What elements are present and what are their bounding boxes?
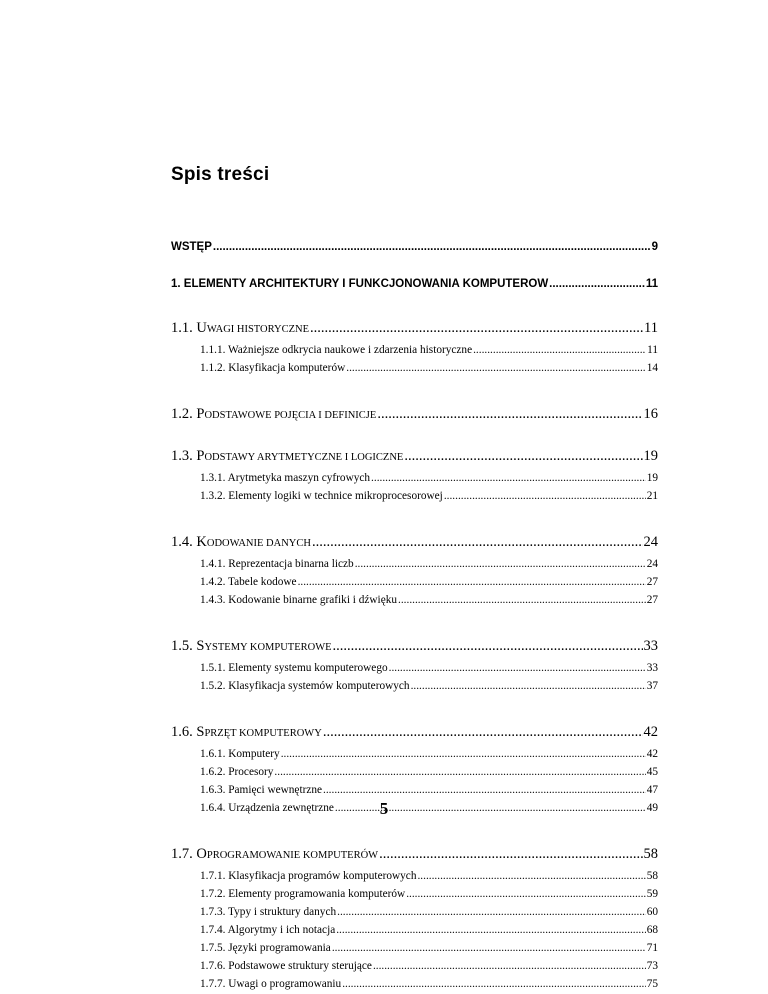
toc-entry-label: 1.5.1. Elementy systemu komputerowego bbox=[200, 662, 388, 674]
dot-leader bbox=[342, 978, 646, 990]
dot-leader bbox=[411, 680, 646, 692]
section-title-rest: ODSTAWY ARYTMETYCZNE I LOGICZNE bbox=[204, 452, 404, 463]
toc-entry-label: 1. ELEMENTY ARCHITEKTURY I FUNKCJONOWANIA KOMPUTERÓW bbox=[171, 278, 549, 290]
toc-entry-label: 1.6.3. Pamięci wewnętrzne bbox=[200, 784, 323, 796]
section-initial: P bbox=[196, 406, 205, 422]
toc-entry-label: WSTĘP bbox=[171, 241, 212, 253]
toc-page-number: 37 bbox=[646, 680, 658, 692]
toc-entry-label bbox=[171, 448, 403, 465]
section-number: 1.1. bbox=[171, 320, 193, 336]
toc-page-number: 16 bbox=[643, 406, 658, 422]
toc-sub-entry bbox=[171, 490, 658, 502]
toc-sub-entry bbox=[171, 960, 658, 972]
dot-leader bbox=[332, 942, 646, 954]
section-number: 1.7. bbox=[171, 846, 193, 862]
toc-chapter-entry bbox=[171, 241, 658, 253]
toc-sub-entry bbox=[171, 594, 658, 606]
toc-sub-entry bbox=[171, 662, 658, 674]
section-initial: K bbox=[196, 534, 207, 550]
section-initial: S bbox=[196, 638, 205, 654]
toc-page-number: 59 bbox=[646, 888, 658, 900]
toc-entry-label: 1.7.1. Klasyfikacja programów komputerowych bbox=[200, 870, 417, 882]
toc-entry-label bbox=[171, 724, 322, 741]
toc-page-number: 19 bbox=[643, 448, 658, 464]
dot-leader bbox=[417, 870, 645, 882]
section-initial: S bbox=[196, 724, 205, 740]
dot-leader bbox=[473, 344, 646, 356]
toc-section-entry bbox=[171, 638, 658, 655]
toc-chapter-entry bbox=[171, 278, 658, 290]
section-title-rest: PRZĘT KOMPUTEROWY bbox=[204, 728, 322, 739]
section-number: 1.5. bbox=[171, 638, 193, 654]
dot-leader bbox=[404, 448, 642, 465]
dot-leader bbox=[346, 362, 645, 374]
toc-entry-label: 1.7.5. Języki programowania bbox=[200, 942, 331, 954]
toc-entry-label: 1.1.1. Ważniejsze odkrycia naukowe i zdarzenia historyczne bbox=[200, 344, 473, 356]
dot-leader bbox=[323, 784, 646, 796]
toc-entry-label bbox=[171, 406, 376, 423]
toc-sub-entry bbox=[171, 766, 658, 778]
toc-page-number: 33 bbox=[646, 662, 658, 674]
toc-sub-entry bbox=[171, 680, 658, 692]
toc-page-number: 24 bbox=[643, 534, 658, 550]
toc-section-entry bbox=[171, 724, 658, 741]
toc-entry-label: 1.6.2. Procesory bbox=[200, 766, 274, 778]
toc-section-entry bbox=[171, 534, 658, 551]
dot-leader bbox=[312, 534, 643, 551]
dot-leader bbox=[377, 406, 642, 423]
toc-section-entry bbox=[171, 406, 658, 423]
dot-leader bbox=[337, 906, 646, 918]
toc-section-entry bbox=[171, 320, 658, 337]
toc-page-number: 14 bbox=[646, 362, 658, 374]
toc-page-number: 68 bbox=[646, 924, 658, 936]
toc-entry-label: 1.6.4. Urządzenia zewnętrzne bbox=[200, 802, 334, 814]
section-title-rest: PROGRAMOWANIE KOMPUTERÓW bbox=[206, 850, 379, 861]
toc-sub-entry bbox=[171, 748, 658, 760]
page-title: Spis treści bbox=[171, 164, 270, 185]
toc-entry-label bbox=[171, 846, 378, 863]
dot-leader bbox=[298, 576, 646, 588]
toc-entry-label: 1.7.7. Uwagi o programowaniu bbox=[200, 978, 342, 990]
toc-page-number: 21 bbox=[646, 490, 658, 502]
toc-sub-entry bbox=[171, 942, 658, 954]
toc-entry-label bbox=[171, 638, 332, 655]
toc-page-number: 75 bbox=[646, 978, 658, 990]
section-number: 1.4. bbox=[171, 534, 193, 550]
dot-leader bbox=[373, 960, 646, 972]
dot-leader bbox=[333, 638, 643, 655]
dot-leader bbox=[274, 766, 645, 778]
dot-leader bbox=[213, 241, 651, 253]
toc-section-entry bbox=[171, 846, 658, 863]
toc-entry-label: 1.6.1. Komputery bbox=[200, 748, 280, 760]
toc-page-number: 42 bbox=[643, 724, 658, 740]
toc-page-number: 45 bbox=[646, 766, 658, 778]
dot-leader bbox=[281, 748, 646, 760]
dot-leader bbox=[371, 472, 646, 484]
toc-entry-label: 1.4.2. Tabele kodowe bbox=[200, 576, 297, 588]
toc-sub-entry bbox=[171, 576, 658, 588]
toc-sub-entry bbox=[171, 888, 658, 900]
toc-page-number: 47 bbox=[646, 784, 658, 796]
toc-page-number: 73 bbox=[646, 960, 658, 972]
dot-leader bbox=[336, 924, 645, 936]
toc-page-number: 71 bbox=[646, 942, 658, 954]
section-number: 1.2. bbox=[171, 406, 193, 422]
section-title-rest: ODSTAWOWE POJĘCIA I DEFINICJE bbox=[204, 410, 377, 421]
dot-leader bbox=[323, 724, 643, 741]
toc-sub-entry bbox=[171, 906, 658, 918]
section-initial: O bbox=[196, 846, 207, 862]
toc-entry-label: 1.7.2. Elementy programowania komputerów bbox=[200, 888, 406, 900]
section-number: 1.6. bbox=[171, 724, 193, 740]
toc-entry-label: 1.5.2. Klasyfikacja systemów komputerowych bbox=[200, 680, 410, 692]
toc-page-number: 27 bbox=[646, 576, 658, 588]
toc-sub-entry bbox=[171, 344, 658, 356]
toc-page-number: 49 bbox=[646, 802, 658, 814]
dot-leader bbox=[398, 594, 646, 606]
toc-page-number: 27 bbox=[646, 594, 658, 606]
toc-sub-entry bbox=[171, 978, 658, 990]
toc-page-number: 58 bbox=[643, 846, 658, 862]
toc-entry-label: 1.7.4. Algorytmy i ich notacja bbox=[200, 924, 336, 936]
section-number: 1.3. bbox=[171, 448, 193, 464]
toc-entry-label: 1.7.3. Typy i struktury danych bbox=[200, 906, 337, 918]
toc-page-number: 11 bbox=[644, 320, 658, 336]
section-title-rest: WAGI HISTORYCZNE bbox=[206, 324, 310, 335]
dot-leader bbox=[444, 490, 646, 502]
toc-page-number: 9 bbox=[651, 241, 658, 253]
section-title-rest: YSTEMY KOMPUTEROWE bbox=[204, 642, 332, 653]
toc-entry-label: 1.7.6. Podstawowe struktury sterujące bbox=[200, 960, 372, 972]
toc-entry-label: 1.3.1. Arytmetyka maszyn cyfrowych bbox=[200, 472, 371, 484]
dot-leader bbox=[310, 320, 643, 337]
toc-entry-label: 1.4.3. Kodowanie binarne grafiki i dźwięku bbox=[200, 594, 398, 606]
toc-entry-label bbox=[171, 320, 309, 337]
section-initial: P bbox=[196, 448, 205, 464]
dot-leader bbox=[355, 558, 646, 570]
toc-sub-entry bbox=[171, 870, 658, 882]
toc-entry-label: 1.4.1. Reprezentacja binarna liczb bbox=[200, 558, 354, 570]
toc-page-number: 42 bbox=[646, 748, 658, 760]
toc-sub-entry bbox=[171, 362, 658, 374]
toc-page-number: 24 bbox=[646, 558, 658, 570]
dot-leader bbox=[379, 846, 642, 863]
toc-sub-entry bbox=[171, 924, 658, 936]
toc-entry-label: 1.1.2. Klasyfikacja komputerów bbox=[200, 362, 346, 374]
toc-page-number: 11 bbox=[645, 278, 658, 290]
toc-page-number: 60 bbox=[646, 906, 658, 918]
toc-page-number: 11 bbox=[647, 344, 658, 356]
toc-sub-entry bbox=[171, 472, 658, 484]
dot-leader bbox=[389, 662, 646, 674]
section-title-rest: ODOWANIE DANYCH bbox=[206, 538, 311, 549]
toc-section-entry bbox=[171, 448, 658, 465]
toc-page-number: 33 bbox=[643, 638, 658, 654]
page-number: 5 bbox=[379, 799, 389, 818]
toc-page-number: 58 bbox=[646, 870, 658, 882]
toc-page-number: 19 bbox=[646, 472, 658, 484]
dot-leader bbox=[549, 278, 645, 290]
toc-sub-entry bbox=[171, 558, 658, 570]
toc-entry-label: 1.3.2. Elementy logiki w technice mikroprocesorowej bbox=[200, 490, 443, 502]
toc-entry-label bbox=[171, 534, 311, 551]
section-initial: U bbox=[196, 320, 207, 336]
toc-sub-entry bbox=[171, 784, 658, 796]
dot-leader bbox=[406, 888, 646, 900]
